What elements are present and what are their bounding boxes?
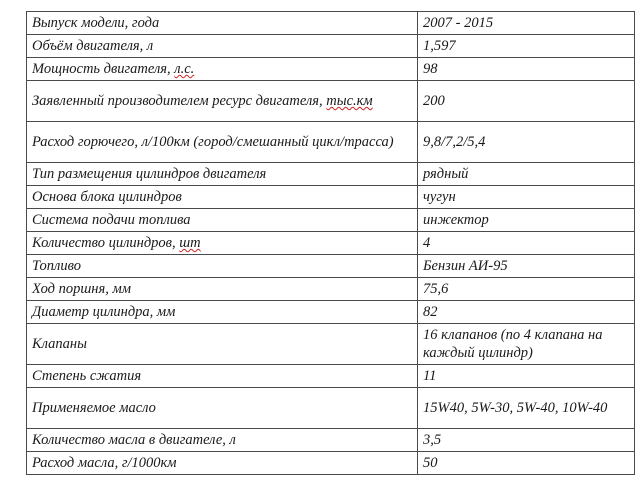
table-row — [27, 365, 635, 388]
row-label: Система подачи топлива — [27, 209, 418, 232]
row-label-text: Мощность двигателя, — [32, 61, 175, 77]
row-label: Применяемое масло — [27, 388, 418, 429]
row-value: 82 — [418, 301, 635, 324]
row-value: 1,597 — [418, 35, 635, 58]
row-value: 50 — [418, 452, 635, 475]
row-label: Расход горючего, л/100км (город/смешанный цикл/трасса) — [27, 122, 418, 163]
row-value: 4 — [418, 232, 635, 255]
row-label — [27, 81, 418, 122]
row-label-underlined: л.с. — [174, 61, 195, 77]
row-label: Клапаны — [27, 324, 418, 365]
row-label — [27, 232, 418, 255]
row-value: 11 — [418, 365, 635, 388]
row-value: 98 — [418, 58, 635, 81]
table-row — [27, 209, 635, 232]
row-value: Бензин АИ-95 — [418, 255, 635, 278]
row-value: 200 — [418, 81, 635, 122]
row-value: рядный — [418, 163, 635, 186]
engine-spec-table — [26, 11, 635, 475]
table-row — [27, 255, 635, 278]
row-value: 2007 - 2015 — [418, 12, 635, 35]
table-row — [27, 58, 635, 81]
table-row — [27, 232, 635, 255]
row-label-underlined: тыс.км — [326, 93, 373, 109]
row-label-text: Количество цилиндров, — [32, 235, 180, 251]
row-label: Количество масла в двигателе, л — [27, 429, 418, 452]
row-label-text: Заявленный производителем ресурс двигателя, — [32, 93, 327, 109]
row-label-underlined: шт — [179, 235, 201, 251]
row-label: Ход поршня, мм — [27, 278, 418, 301]
row-label: Степень сжатия — [27, 365, 418, 388]
table-row — [27, 81, 635, 122]
row-value: чугун — [418, 186, 635, 209]
row-label: Выпуск модели, года — [27, 12, 418, 35]
row-value: инжектор — [418, 209, 635, 232]
row-label: Объём двигателя, л — [27, 35, 418, 58]
row-value: 16 клапанов (по 4 клапана на каждый цилиндр) — [418, 324, 635, 365]
table-row — [27, 186, 635, 209]
row-value: 3,5 — [418, 429, 635, 452]
row-label: Топливо — [27, 255, 418, 278]
table-row — [27, 35, 635, 58]
row-value: 15W40, 5W-30, 5W-40, 10W-40 — [418, 388, 635, 429]
row-value: 75,6 — [418, 278, 635, 301]
row-label: Диаметр цилиндра, мм — [27, 301, 418, 324]
table-row — [27, 324, 635, 365]
table-row — [27, 12, 635, 35]
table-row — [27, 452, 635, 475]
table-row — [27, 429, 635, 452]
table-row — [27, 122, 635, 163]
row-label: Основа блока цилиндров — [27, 186, 418, 209]
row-value: 9,8/7,2/5,4 — [418, 122, 635, 163]
row-label — [27, 58, 418, 81]
table-row — [27, 278, 635, 301]
row-label: Тип размещения цилиндров двигателя — [27, 163, 418, 186]
row-label: Расход масла, г/1000км — [27, 452, 418, 475]
table-row — [27, 301, 635, 324]
table-row — [27, 388, 635, 429]
table-row — [27, 163, 635, 186]
